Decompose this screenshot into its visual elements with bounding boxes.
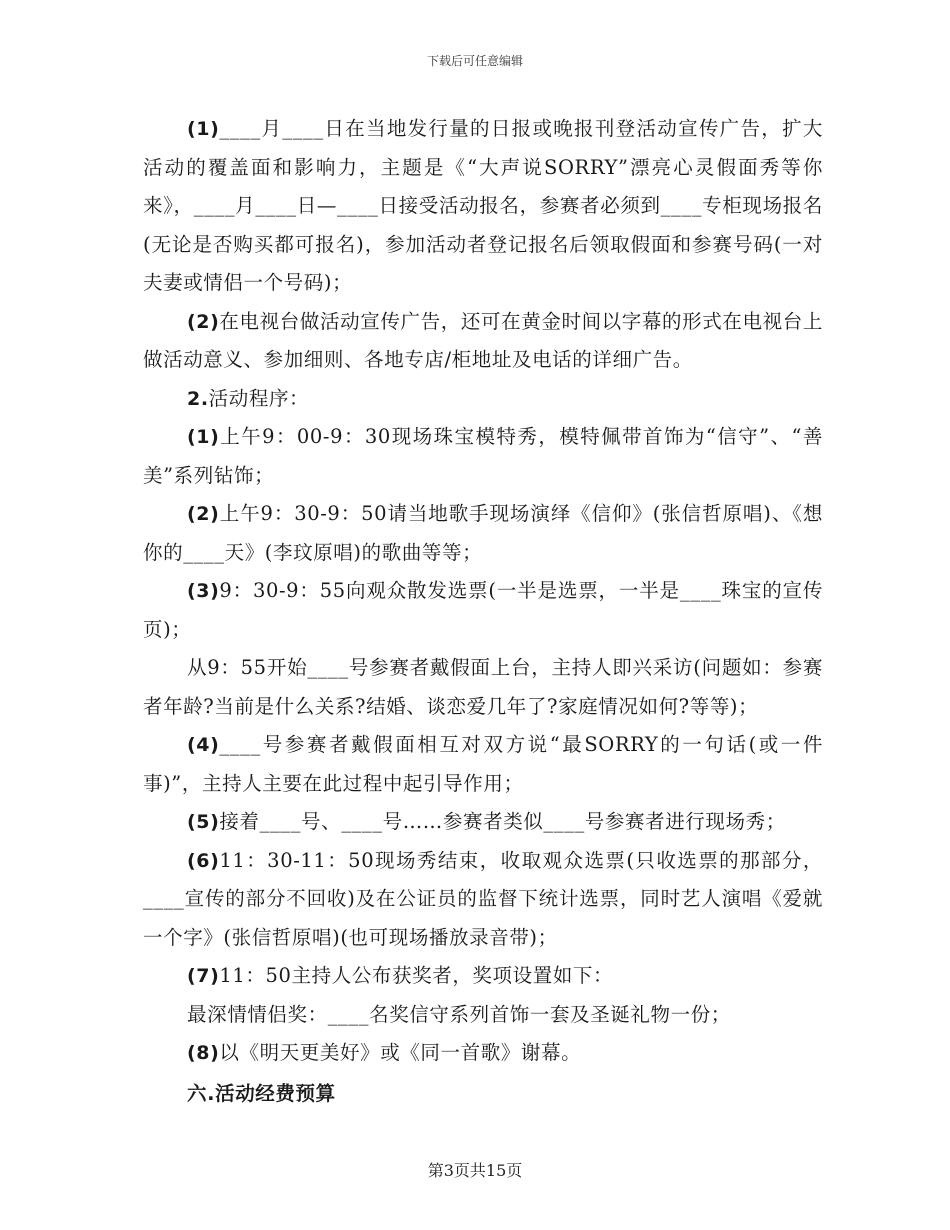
paragraph-model-show (143, 418, 823, 495)
paragraph-text: 最深情情侣奖：____名奖信守系列首饰一套及圣诞礼物一份； (187, 1002, 731, 1026)
paragraph-text: 在电视台做活动宣传广告，还可在黄金时间以字幕的形式在电视台上做活动意义、参加细则、各地专店/柜地址及电话的详细广告。 (143, 309, 823, 371)
paragraph-text: 上午9：30-9：50请当地歌手现场演绎《信仰》(张信哲原唱)、《想你的____天》(李玟原唱)的歌曲等等； (143, 502, 823, 564)
document-body (143, 110, 823, 1113)
paragraph-text: 以《明天更美好》或《同一首歌》谢幕。 (219, 1041, 582, 1064)
paragraph-text: 接着____号、____号……参赛者类似____号参赛者进行现场秀； (219, 810, 786, 833)
paragraph-text: 9：30-9：55向观众散发选票(一半是选票，一半是____珠宝的宣传页)； (143, 579, 823, 641)
item-number: 2. (187, 387, 209, 410)
item-number: (8) (187, 1042, 220, 1064)
paragraph-award (143, 996, 823, 1035)
paragraph-ballots (143, 572, 823, 649)
item-number: (1) (187, 118, 220, 140)
paragraph-interview (143, 649, 823, 726)
paragraph-text: 上午9：00-9：30现场珠宝模特秀，模特佩带首饰为“信守”、“善美”系列钻饰； (143, 425, 823, 487)
item-number: (1) (187, 426, 220, 448)
paragraph-program-heading (143, 380, 823, 419)
item-number: (4) (187, 734, 220, 756)
paragraph-sorry-talk (143, 726, 823, 803)
paragraph-text: ____号参赛者戴假面相互对双方说“最SORRY的一句话(或一件事)”，主持人主要在此过程中起引导作用； (143, 733, 823, 795)
page-footer: 第3页共15页 (427, 1161, 523, 1180)
paragraph-next-contestants (143, 803, 823, 842)
paragraph-singer (143, 495, 823, 572)
paragraph-text: 11：30-11：50现场秀结束，收取观众选票(只收选票的那部分，____宣传的部分不回收)及在公证员的监督下统计选票，同时艺人演唱《爱就一个字》(张信哲原唱)(也可现场播放录音带)； (143, 848, 823, 949)
item-number: (5) (187, 811, 220, 833)
item-number: (6) (187, 849, 220, 872)
paragraph-text: 活动程序： (208, 386, 310, 410)
paragraph-text: 11：50主持人公布获奖者，奖项设置如下： (219, 964, 614, 987)
paragraph-ad-tv (143, 303, 823, 380)
paragraph-closing (143, 1034, 823, 1073)
paragraph-ad-newspaper (143, 110, 823, 303)
item-number: (2) (187, 503, 220, 525)
item-number: (7) (187, 965, 220, 987)
item-number: (3) (187, 580, 220, 602)
paragraph-vote-count (143, 842, 823, 958)
section-heading: 六.活动经费预算 (187, 1081, 336, 1105)
paragraph-winners (143, 957, 823, 996)
paragraph-text: 从9：55开始____号参赛者戴假面上台，主持人即兴采访(问题如：参赛者年龄?当前是什么关系?结婚、谈恋爱几年了?家庭情况如何?等等)； (143, 656, 823, 718)
page-header: 下载后可任意编辑 (426, 54, 523, 68)
paragraph-text: ____月____日在当地发行量的日报或晚报刊登活动宣传广告，扩大活动的覆盖面和影响力，主题是《“大声说SORRY”漂亮心灵假面秀等你来》，____月____日—____日接受活动报名，参赛者必须到____专柜现场报名(无论是否购买都可报名)，参加活动者登记报名后领取假面和参赛号码(一对夫妻或情侣一个号码)； (143, 117, 823, 294)
item-number: (2) (187, 310, 220, 333)
